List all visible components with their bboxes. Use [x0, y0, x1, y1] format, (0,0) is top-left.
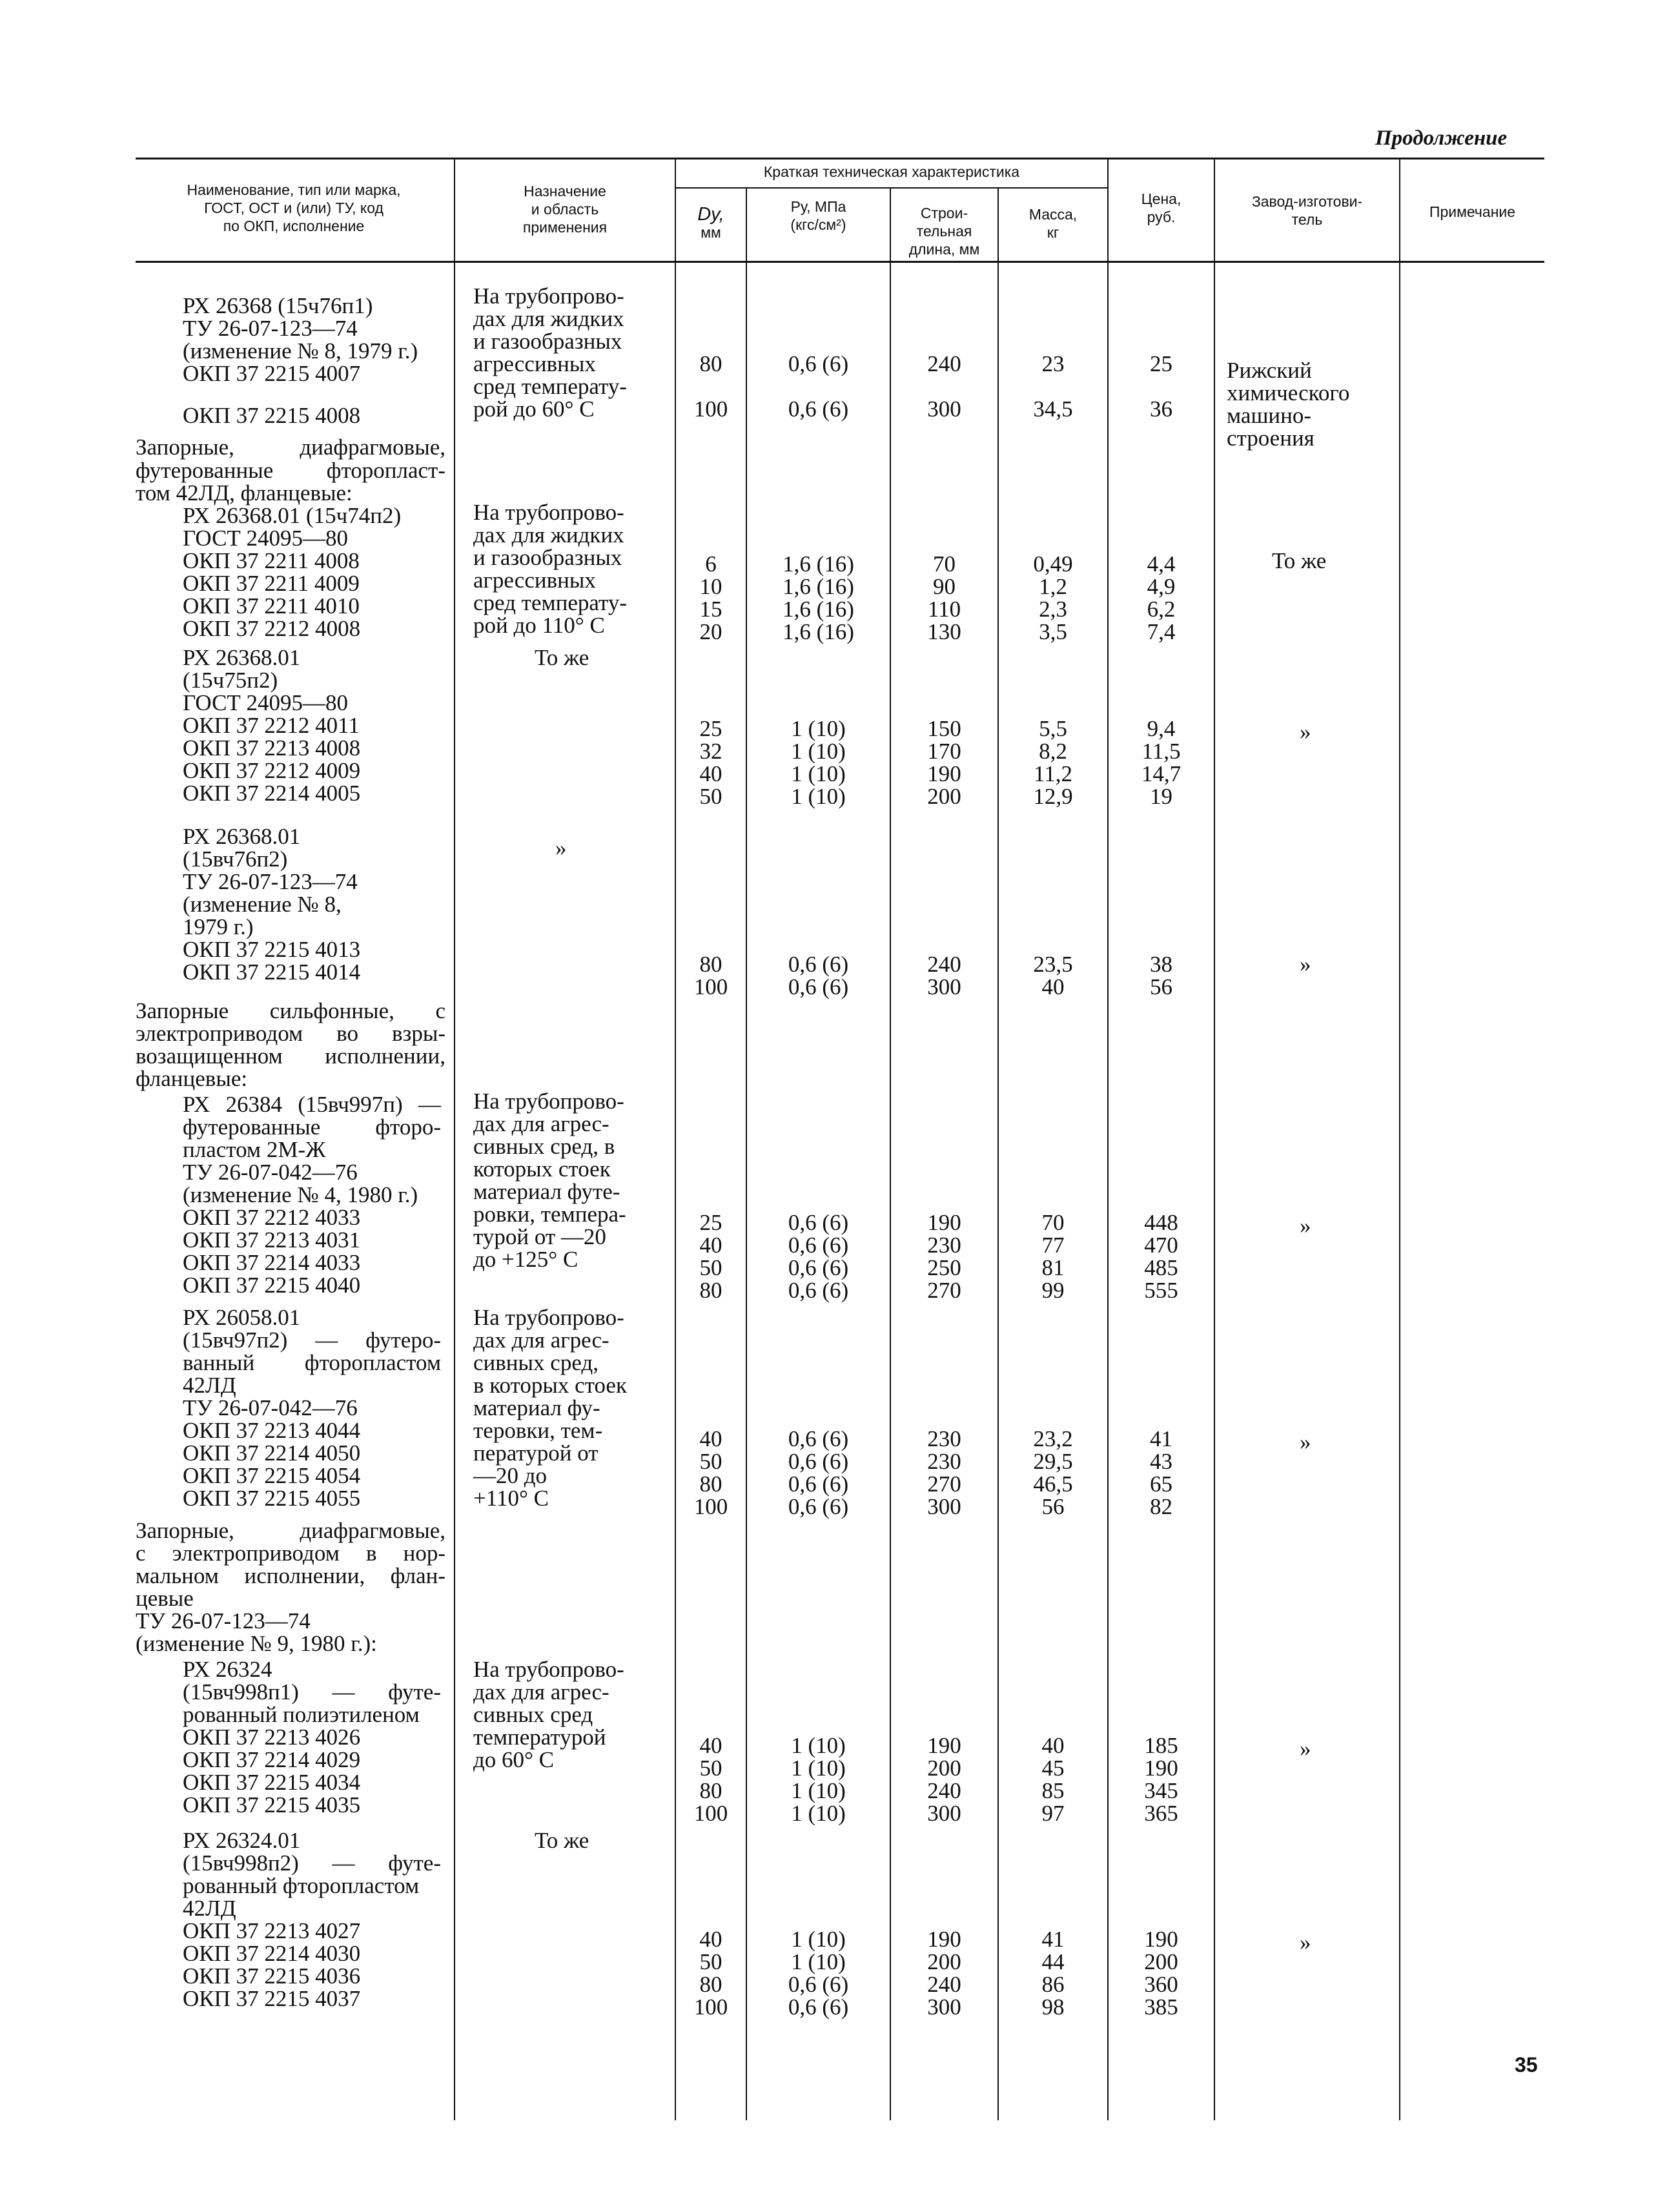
name-line: (15ч75п2) — [183, 668, 278, 693]
price-cell: 56 — [1150, 974, 1172, 999]
py-cell: 0,6 (6) — [788, 1278, 849, 1303]
len-cell: 240 — [927, 1778, 961, 1803]
name-line: футерованные фторо- — [183, 1114, 441, 1140]
name-line: РХ 26368.01 — [183, 824, 301, 849]
purpose-line: и газообразных — [473, 545, 622, 570]
name-line: ОКП 37 2215 4035 — [183, 1792, 361, 1818]
name-line: ТУ 26-07-042—76 — [183, 1160, 358, 1185]
name-line: ТУ 26-07-123—74 — [183, 869, 358, 894]
header-group-title: Краткая техническая характеристика — [763, 163, 1020, 180]
mass-cell: 85 — [1041, 1778, 1065, 1803]
purpose-line: На трубопрово- — [473, 1089, 624, 1114]
mass-cell: 23,2 — [1033, 1426, 1073, 1451]
purpose-line: дах для жидких — [473, 522, 624, 548]
dy-cell: 40 — [699, 1733, 722, 1758]
purpose-line: рой до 60° С — [473, 396, 595, 422]
col-divider-2 — [675, 158, 676, 2120]
py-cell: 0,6 (6) — [788, 396, 849, 422]
name-line: РХ 26368.01 (15ч74п2) — [183, 503, 402, 528]
name-line: фланцевые: — [136, 1066, 248, 1091]
name-line: Запорные, диафрагмовые, — [136, 435, 445, 460]
mass-cell: 40 — [1041, 974, 1065, 999]
dy-cell: 40 — [699, 1233, 722, 1258]
price-cell: 470 — [1144, 1233, 1178, 1258]
mass-cell: 77 — [1041, 1233, 1065, 1258]
name-line: ванный фторопластом — [183, 1350, 441, 1375]
dy-cell: 50 — [699, 784, 722, 809]
purpose-line: дах для агрес- — [473, 1679, 609, 1705]
purpose-line: сивных сред, — [473, 1350, 599, 1375]
name-line: ОКП 37 2214 4030 — [183, 1941, 361, 1966]
mass-cell: 23,5 — [1033, 952, 1073, 977]
dy-cell: 100 — [693, 1801, 728, 1826]
purpose-line: ровки, темпера- — [473, 1202, 626, 1227]
name-line: РХ 26368 (15ч76п1) — [183, 293, 373, 318]
py-cell: 0,6 (6) — [788, 952, 849, 977]
mass-cell: 34,5 — [1033, 396, 1073, 422]
mass-cell: 97 — [1041, 1801, 1065, 1826]
dy-cell: 100 — [693, 1494, 728, 1519]
len-cell: 230 — [927, 1426, 961, 1451]
header-py: Pу, МПа (кгс/см²) — [790, 198, 846, 233]
plant-line: машино- — [1227, 403, 1312, 428]
dy-cell: 80 — [699, 1972, 722, 1997]
name-line: рованный полиэтиленом — [183, 1702, 420, 1727]
name-line: ОКП 37 2212 4011 — [183, 713, 360, 738]
col-divider-1 — [454, 158, 455, 2120]
len-cell: 190 — [927, 1733, 961, 1758]
py-cell: 1 (10) — [791, 1801, 846, 1826]
col-divider-7 — [1214, 158, 1215, 2120]
name-line: (изменение № 4, 1980 г.) — [183, 1182, 418, 1207]
dy-cell: 32 — [699, 739, 722, 764]
name-line: ОКП 37 2215 4055 — [183, 1486, 361, 1511]
plant-line: » — [1300, 952, 1311, 977]
mass-cell: 56 — [1041, 1494, 1065, 1519]
name-line: возащищенном исполнении, — [136, 1043, 445, 1069]
name-line: рованный фторопластом — [183, 1873, 420, 1898]
header-mass: Масса, кг — [1028, 206, 1078, 241]
name-line: 42ЛД — [183, 1896, 236, 1921]
purpose-line: —20 до — [473, 1463, 547, 1488]
py-cell: 1 (10) — [791, 1733, 846, 1758]
dy-cell: 40 — [699, 1426, 722, 1451]
name-line: ОКП 37 2215 4013 — [183, 937, 361, 962]
dy-cell: 50 — [699, 1255, 722, 1280]
name-line: электроприводом во взры- — [136, 1021, 445, 1046]
price-cell: 9,4 — [1147, 716, 1176, 741]
mass-cell: 98 — [1041, 1994, 1065, 2020]
price-cell: 11,5 — [1141, 739, 1181, 764]
col-divider-5 — [998, 187, 999, 2120]
purpose-line: +110° С — [473, 1486, 549, 1511]
price-cell: 41 — [1150, 1426, 1172, 1451]
purpose-line: сред температу- — [473, 374, 628, 399]
dy-cell: 80 — [699, 952, 722, 977]
price-cell: 6,2 — [1147, 597, 1176, 622]
name-line: ОКП 37 2215 4014 — [183, 959, 361, 985]
purpose-line: агрессивных — [473, 351, 596, 376]
purpose-line: дах для жидких — [473, 306, 624, 331]
name-line: пластом 2М-Ж — [183, 1137, 326, 1162]
mass-cell: 70 — [1041, 1210, 1065, 1235]
header-length: Строи- тельная длина, мм — [908, 205, 980, 258]
purpose-line: дах для агрес- — [473, 1327, 609, 1353]
mass-cell: 86 — [1041, 1972, 1065, 1997]
name-line: ТУ 26-07-123—74 — [136, 1608, 311, 1633]
plant-line: » — [1300, 1930, 1311, 1955]
col-divider-6 — [1107, 158, 1109, 2120]
len-cell: 230 — [927, 1449, 961, 1474]
name-line: ОКП 37 2215 4040 — [183, 1273, 361, 1298]
header-price: Цена, руб. — [1141, 190, 1182, 225]
len-cell: 240 — [927, 351, 961, 376]
purpose-line: На трубопрово- — [473, 1305, 624, 1330]
py-cell: 1 (10) — [791, 1756, 846, 1781]
name-line: ТУ 26-07-123—74 — [183, 316, 358, 341]
py-cell: 1,6 (16) — [783, 574, 854, 599]
purpose-line: которых стоек — [473, 1156, 611, 1182]
mass-cell: 29,5 — [1033, 1449, 1073, 1474]
name-line: ОКП 37 2213 4008 — [183, 735, 361, 761]
name-line: ОКП 37 2214 4033 — [183, 1250, 361, 1275]
price-cell: 43 — [1150, 1449, 1172, 1474]
name-line: ОКП 37 2213 4026 — [183, 1725, 361, 1750]
len-cell: 300 — [927, 1494, 961, 1519]
name-line: ГОСТ 24095—80 — [183, 690, 349, 715]
dy-cell: 100 — [693, 396, 728, 422]
len-cell: 190 — [927, 761, 961, 786]
py-cell: 0,6 (6) — [788, 1210, 849, 1235]
purpose-line: температурой — [473, 1725, 606, 1750]
mass-cell: 5,5 — [1039, 716, 1067, 741]
len-cell: 150 — [927, 716, 961, 741]
continuation-label: Продолжение — [1375, 127, 1508, 150]
py-cell: 1,6 (16) — [783, 551, 854, 577]
price-cell: 4,4 — [1147, 551, 1176, 577]
price-cell: 185 — [1144, 1733, 1178, 1758]
header-plant: Завод-изготови- тель — [1251, 193, 1363, 228]
price-cell: 360 — [1144, 1972, 1178, 1997]
name-line: РХ 26324.01 — [183, 1828, 301, 1853]
purpose-line: до 60° С — [473, 1747, 555, 1772]
price-cell: 14,7 — [1141, 761, 1182, 786]
mass-cell: 2,3 — [1039, 597, 1067, 622]
len-cell: 240 — [927, 1972, 961, 1997]
py-cell: 1 (10) — [791, 1949, 846, 1974]
name-line: РХ 26384 (15вч997п) — — [183, 1092, 441, 1117]
mass-cell: 11,2 — [1034, 761, 1072, 786]
price-cell: 190 — [1144, 1927, 1178, 1952]
purpose-line: теровки, тем- — [473, 1418, 603, 1443]
len-cell: 240 — [927, 952, 961, 977]
header-note: Примечание — [1429, 203, 1516, 220]
len-cell: 300 — [927, 974, 961, 999]
plant-line: строения — [1227, 425, 1315, 451]
mass-cell: 46,5 — [1033, 1471, 1073, 1497]
plant-line: » — [1300, 1736, 1311, 1761]
table-header-bottom-rule — [136, 261, 1544, 263]
col-divider-3 — [746, 187, 747, 2120]
len-cell: 200 — [927, 784, 961, 809]
price-cell: 200 — [1144, 1949, 1178, 1974]
dy-cell: 80 — [699, 1778, 722, 1803]
mass-cell: 0,49 — [1033, 551, 1073, 577]
dy-cell: 80 — [699, 1278, 722, 1303]
mass-cell: 81 — [1041, 1255, 1065, 1280]
mass-cell: 8,2 — [1039, 739, 1067, 764]
name-line: ГОСТ 24095—80 — [183, 526, 349, 551]
len-cell: 200 — [927, 1756, 961, 1781]
name-line: (15вч97п2) — футеро- — [183, 1327, 441, 1353]
name-line: с электроприводом в нор- — [136, 1541, 445, 1566]
group-subheader-rule — [675, 187, 1109, 189]
name-line: (изменение № 8, 1979 г.) — [183, 338, 418, 364]
mass-cell: 41 — [1041, 1927, 1065, 1952]
price-cell: 82 — [1150, 1494, 1172, 1519]
name-line: Запорные сильфонные, с — [136, 998, 445, 1023]
name-line: (15вч76п2) — [183, 846, 288, 872]
purpose-line: сивных сред, в — [473, 1134, 615, 1159]
name-line: (изменение № 9, 1980 г.): — [136, 1631, 377, 1656]
header-dy: Dу, мм — [697, 204, 724, 241]
len-cell: 230 — [927, 1233, 961, 1258]
py-cell: 0,6 (6) — [788, 1471, 849, 1497]
name-line: ОКП 37 2215 4007 — [183, 361, 361, 386]
purpose-line: турой от —20 — [473, 1224, 606, 1249]
price-cell: 36 — [1150, 396, 1172, 422]
name-line: Запорные, диафрагмовые, — [136, 1518, 445, 1543]
py-cell: 0,6 (6) — [788, 1449, 849, 1474]
name-line: 1979 г.) — [183, 914, 254, 939]
header-name: Наименование, тип или марка, ГОСТ, ОСТ и (или) ТУ, код по ОКП, исполнение — [187, 181, 401, 234]
name-line: ОКП 37 2215 4036 — [183, 1963, 361, 1989]
name-line: ОКП 37 2215 4008 — [183, 403, 361, 428]
name-line: ОКП 37 2213 4027 — [183, 1918, 361, 1943]
py-cell: 0,6 (6) — [788, 1426, 849, 1451]
price-cell: 385 — [1144, 1994, 1178, 2020]
py-cell: 1 (10) — [791, 739, 846, 764]
col-divider-8 — [1399, 158, 1400, 2120]
dy-cell: 6 — [705, 551, 717, 577]
price-cell: 25 — [1150, 351, 1172, 376]
price-cell: 7,4 — [1147, 619, 1176, 644]
py-cell: 1 (10) — [791, 761, 846, 786]
purpose-line: до +125° С — [473, 1247, 578, 1272]
dy-cell: 50 — [699, 1449, 722, 1474]
name-line: ОКП 37 2211 4010 — [183, 593, 360, 619]
py-cell: 1 (10) — [791, 1927, 846, 1952]
len-cell: 130 — [927, 619, 961, 644]
header-purpose: Назначение и область применения — [522, 183, 608, 236]
name-line: ТУ 26-07-042—76 — [183, 1395, 358, 1420]
name-line: ОКП 37 2213 4031 — [183, 1227, 361, 1253]
name-line: (15вч998п2) — футе- — [183, 1850, 441, 1876]
price-cell: 555 — [1144, 1278, 1178, 1303]
plant-line: » — [1300, 1213, 1311, 1238]
plant-line: Рижский — [1227, 358, 1312, 383]
len-cell: 250 — [927, 1255, 961, 1280]
purpose-line: То же — [535, 1828, 589, 1853]
dy-cell: 80 — [699, 1471, 722, 1497]
dy-cell: 40 — [699, 1927, 722, 1952]
plant-line: » — [1300, 719, 1311, 744]
len-cell: 300 — [927, 1994, 961, 2020]
name-line: ОКП 37 2214 4029 — [183, 1747, 361, 1772]
purpose-line: и газообразных — [473, 329, 622, 354]
name-line: футерованные фторопласт- — [136, 458, 445, 483]
page-number: 35 — [1515, 2053, 1538, 2076]
name-line: ОКП 37 2212 4033 — [183, 1205, 361, 1230]
price-cell: 345 — [1144, 1778, 1178, 1803]
len-cell: 190 — [927, 1927, 961, 1952]
name-line: ОКП 37 2213 4044 — [183, 1418, 361, 1443]
name-line: 42ЛД — [183, 1373, 236, 1398]
purpose-line: в которых стоек — [473, 1373, 627, 1398]
price-cell: 485 — [1144, 1255, 1178, 1280]
purpose-line: На трубопрово- — [473, 283, 624, 309]
name-line: том 42ЛД, фланцевые: — [136, 480, 353, 506]
len-cell: 300 — [927, 396, 961, 422]
name-line: мальном исполнении, флан- — [136, 1563, 445, 1588]
len-cell: 300 — [927, 1801, 961, 1826]
len-cell: 110 — [927, 597, 961, 622]
py-cell: 0,6 (6) — [788, 974, 849, 999]
plant-line: » — [1300, 1429, 1311, 1455]
name-line: ОКП 37 2215 4054 — [183, 1463, 361, 1488]
len-cell: 90 — [933, 574, 956, 599]
name-line: (изменение № 8, — [183, 892, 342, 917]
mass-cell: 45 — [1041, 1756, 1065, 1781]
py-cell: 0,6 (6) — [788, 1994, 849, 2020]
price-cell: 65 — [1150, 1471, 1172, 1497]
purpose-line: пературой от — [473, 1440, 599, 1466]
name-line: РХ 26324 — [183, 1657, 272, 1682]
name-line: ОКП 37 2212 4008 — [183, 616, 361, 641]
dy-cell: 100 — [693, 974, 728, 999]
dy-cell: 15 — [699, 597, 722, 622]
name-line: ОКП 37 2212 4009 — [183, 758, 361, 783]
price-cell: 38 — [1150, 952, 1172, 977]
len-cell: 200 — [927, 1949, 961, 1974]
purpose-line: материал футе- — [473, 1179, 620, 1204]
purpose-line: рой до 110° С — [473, 613, 605, 638]
len-cell: 270 — [927, 1471, 961, 1497]
name-line: РХ 26368.01 — [183, 645, 301, 670]
name-line: РХ 26058.01 — [183, 1305, 301, 1330]
name-line: (15вч998п1) — футе- — [183, 1679, 441, 1705]
py-cell: 0,6 (6) — [788, 351, 849, 376]
purpose-line: дах для агрес- — [473, 1111, 609, 1136]
name-line: ОКП 37 2215 4037 — [183, 1986, 361, 2011]
price-cell: 19 — [1150, 784, 1172, 809]
name-line: ОКП 37 2215 4034 — [183, 1770, 361, 1795]
len-cell: 70 — [933, 551, 956, 577]
plant-line: То же — [1272, 548, 1327, 573]
dy-cell: 50 — [699, 1756, 722, 1781]
purpose-line: То же — [535, 645, 589, 670]
mass-cell: 99 — [1041, 1278, 1065, 1303]
py-cell: 1,6 (16) — [783, 597, 854, 622]
py-cell: 0,6 (6) — [788, 1494, 849, 1519]
mass-cell: 23 — [1041, 351, 1065, 376]
dy-cell: 40 — [699, 761, 722, 786]
purpose-line: сред температу- — [473, 590, 628, 615]
py-cell: 1 (10) — [791, 784, 846, 809]
dy-cell: 10 — [699, 574, 722, 599]
dy-cell: 80 — [699, 351, 722, 376]
mass-cell: 1,2 — [1039, 574, 1067, 599]
name-line: ОКП 37 2211 4008 — [183, 548, 360, 573]
len-cell: 190 — [927, 1210, 961, 1235]
name-line: цевые — [136, 1586, 194, 1611]
mass-cell: 3,5 — [1039, 619, 1067, 644]
len-cell: 270 — [927, 1278, 961, 1303]
py-cell: 0,6 (6) — [788, 1972, 849, 1997]
purpose-line: материал фу- — [473, 1395, 600, 1420]
table-top-rule — [136, 158, 1544, 159]
price-cell: 4,9 — [1147, 574, 1176, 599]
dy-cell: 100 — [693, 1994, 728, 2020]
py-cell: 1,6 (16) — [783, 619, 854, 644]
price-cell: 448 — [1144, 1210, 1178, 1235]
py-cell: 0,6 (6) — [788, 1255, 849, 1280]
purpose-line: » — [555, 835, 567, 861]
name-line: ОКП 37 2211 4009 — [183, 571, 360, 596]
price-cell: 365 — [1144, 1801, 1178, 1826]
dy-cell: 25 — [699, 1210, 722, 1235]
name-line: ОКП 37 2214 4050 — [183, 1440, 361, 1466]
purpose-line: агрессивных — [473, 568, 596, 593]
purpose-line: На трубопрово- — [473, 1657, 624, 1682]
dy-cell: 20 — [699, 619, 722, 644]
purpose-line: сивных сред — [473, 1702, 593, 1727]
purpose-line: На трубопрово- — [473, 500, 624, 525]
dy-cell: 50 — [699, 1949, 722, 1974]
mass-cell: 44 — [1041, 1949, 1065, 1974]
py-cell: 1 (10) — [791, 1778, 846, 1803]
py-cell: 1 (10) — [791, 716, 846, 741]
dy-cell: 25 — [699, 716, 722, 741]
py-cell: 0,6 (6) — [788, 1233, 849, 1258]
mass-cell: 12,9 — [1033, 784, 1073, 809]
len-cell: 170 — [927, 739, 961, 764]
price-cell: 190 — [1144, 1756, 1178, 1781]
plant-line: химического — [1227, 380, 1350, 405]
col-divider-4 — [890, 187, 891, 2120]
mass-cell: 40 — [1041, 1733, 1065, 1758]
name-line: ОКП 37 2214 4005 — [183, 781, 361, 806]
